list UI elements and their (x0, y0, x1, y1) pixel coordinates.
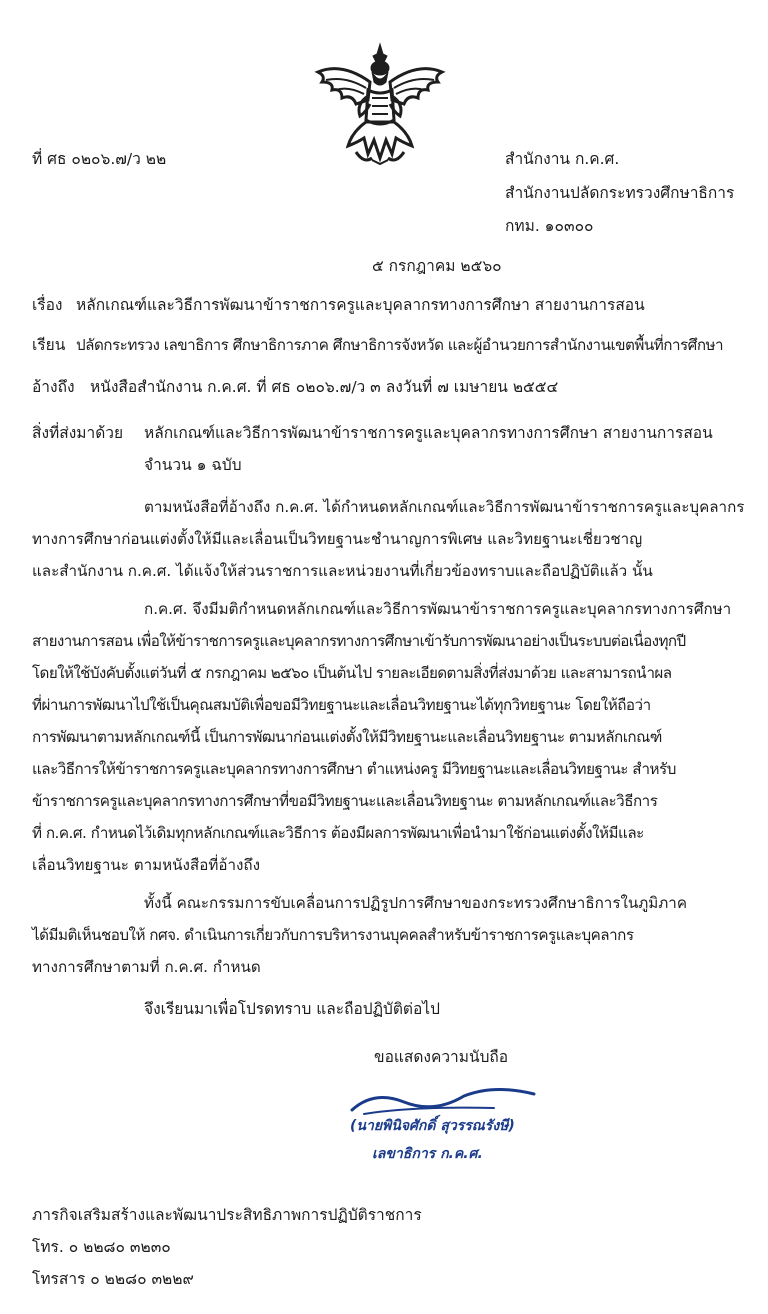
closing-request: จึงเรียนมาเพื่อโปรดทราบ และถือปฏิบัติต่อไป (144, 1000, 440, 1018)
footer-fax: โทรสาร ๐ ๒๒๘๐ ๓๒๒๙ (32, 1270, 194, 1288)
paragraph-2-line-1: ก.ค.ศ. จึงมีมติกำหนดหลักเกณฑ์และวิธีการพัฒนาข้าราชการครูและบุคลากรทางการศึกษา (144, 600, 732, 618)
paragraph-3-line-2: ได้มีมติเห็นชอบให้ กศจ. ดำเนินการเกี่ยวกับการบริหารงานบุคคลสำหรับข้าราชการครูและบุคลากร (32, 926, 634, 944)
paragraph-2-line-4: ที่ผ่านการพัฒนาไปใช้เป็นคุณสมบัติเพื่อขอมีวิทยฐานะและเลื่อนวิทยฐานะได้ทุกวิทยฐานะ โดยให้ถือว่า (32, 696, 651, 714)
paragraph-1-line-1: ตามหนังสือที่อ้างถึง ก.ค.ศ. ได้กำหนดหลักเกณฑ์และวิธีการพัฒนาข้าราชการครูและบุคลากร (144, 498, 745, 516)
paragraph-3-line-1: ทั้งนี้ คณะกรรมการขับเคลื่อนการปฏิรูปการศึกษาของกระทรวงศึกษาธิการในภูมิภาค (144, 894, 687, 912)
footer-department: ภารกิจเสริมสร้างและพัฒนาประสิทธิภาพการปฏิบัติราชการ (32, 1206, 422, 1224)
sender-ministry-office: สำนักงานปลัดกระทรวงศึกษาธิการ (505, 184, 735, 202)
garuda-emblem-icon (312, 42, 448, 166)
enclosure-label: สิ่งที่ส่งมาด้วย (32, 424, 124, 442)
enclosure-line-2: จำนวน ๑ ฉบับ (144, 456, 242, 474)
signer-name: (นายพินิจศักดิ์ สุวรรณรังษี) (350, 1118, 515, 1134)
salutation: ขอแสดงความนับถือ (374, 1048, 509, 1066)
paragraph-2-line-5: การพัฒนาตามหลักเกณฑ์นี้ เป็นการพัฒนาก่อนแต่งตั้งให้มีวิทยฐานะและเลื่อนวิทยฐานะ ตามหลักเกณฑ์ (32, 728, 662, 746)
letter-date: ๕ กรกฎาคม ๒๕๖๐ (372, 257, 502, 275)
enclosure-line-1: หลักเกณฑ์และวิธีการพัฒนาข้าราชการครูและบุคลากรทางการศึกษา สายงานการสอน (144, 424, 713, 442)
paragraph-2-line-6: และวิธีการให้ข้าราชการครูและบุคลากรทางการศึกษา ตำแหน่งครู มีวิทยฐานะและเลื่อนวิทยฐานะ สำหรับ (32, 760, 676, 778)
subject-text: หลักเกณฑ์และวิธีการพัฒนาข้าราชการครูและบุคลากรทางการศึกษา สายงานการสอน (76, 296, 645, 314)
reference-label: อ้างถึง (32, 378, 75, 396)
recipient-text: ปลัดกระทรวง เลขาธิการ ศึกษาธิการภาค ศึกษาธิการจังหวัด และผู้อำนวยการสำนักงานเขตพื้นที่การศึกษา (76, 336, 724, 354)
paragraph-2-line-3: โดยให้ใช้บังคับตั้งแต่วันที่ ๕ กรกฎาคม ๒๕๖๐ เป็นต้นไป รายละเอียดตามสิ่งที่ส่งมาด้วย และสามารถนำผล (32, 664, 672, 682)
handwritten-signature (344, 1080, 544, 1120)
sender-postcode: กทม. ๑๐๓๐๐ (505, 217, 594, 235)
paragraph-2-line-7: ข้าราชการครูและบุคลากรทางการศึกษาที่ขอมีวิทยฐานะและเลื่อนวิทยฐานะ ตามหลักเกณฑ์และวิธีการ (32, 792, 658, 810)
paragraph-2-line-2: สายงานการสอน เพื่อให้ข้าราชการครูและบุคลากรทางการศึกษาเข้ารับการพัฒนาอย่างเป็นระบบต่อเนื่องทุกปี (32, 632, 686, 650)
reference-number: ที่ ศธ ๐๒๐๖.๗/ว ๒๒ (32, 150, 167, 168)
paragraph-1-line-3: และสำนักงาน ก.ค.ศ. ได้แจ้งให้ส่วนราชการและหน่วยงานที่เกี่ยวข้องทราบและถือปฏิบัติแล้ว นั้น (32, 562, 653, 580)
signer-title: เลขาธิการ ก.ค.ศ. (372, 1146, 483, 1162)
paragraph-2-line-8: ที่ ก.ค.ศ. กำหนดไว้เดิมทุกหลักเกณฑ์และวิธีการ ต้องมีผลการพัฒนาเพื่อนำมาใช้ก่อนแต่งตั้งให้มีและ (32, 824, 644, 842)
subject-label: เรื่อง (32, 296, 63, 314)
paragraph-2-line-9: เลื่อนวิทยฐานะ ตามหนังสือที่อ้างถึง (32, 856, 261, 874)
paragraph-3-line-3: ทางการศึกษาตามที่ ก.ค.ศ. กำหนด (32, 958, 261, 976)
reference-text: หนังสือสำนักงาน ก.ค.ศ. ที่ ศธ ๐๒๐๖.๗/ว ๓ ลงวันที่ ๗ เมษายน ๒๕๕๔ (90, 378, 559, 396)
recipient-label: เรียน (32, 336, 66, 354)
footer-phone: โทร. ๐ ๒๒๘๐ ๓๒๓๐ (32, 1238, 171, 1256)
paragraph-1-line-2: ทางการศึกษาก่อนแต่งตั้งให้มีและเลื่อนเป็นวิทยฐานะชำนาญการพิเศษ และวิทยฐานะเชี่ยวชาญ (32, 530, 643, 548)
sender-office: สำนักงาน ก.ค.ศ. (505, 150, 620, 168)
